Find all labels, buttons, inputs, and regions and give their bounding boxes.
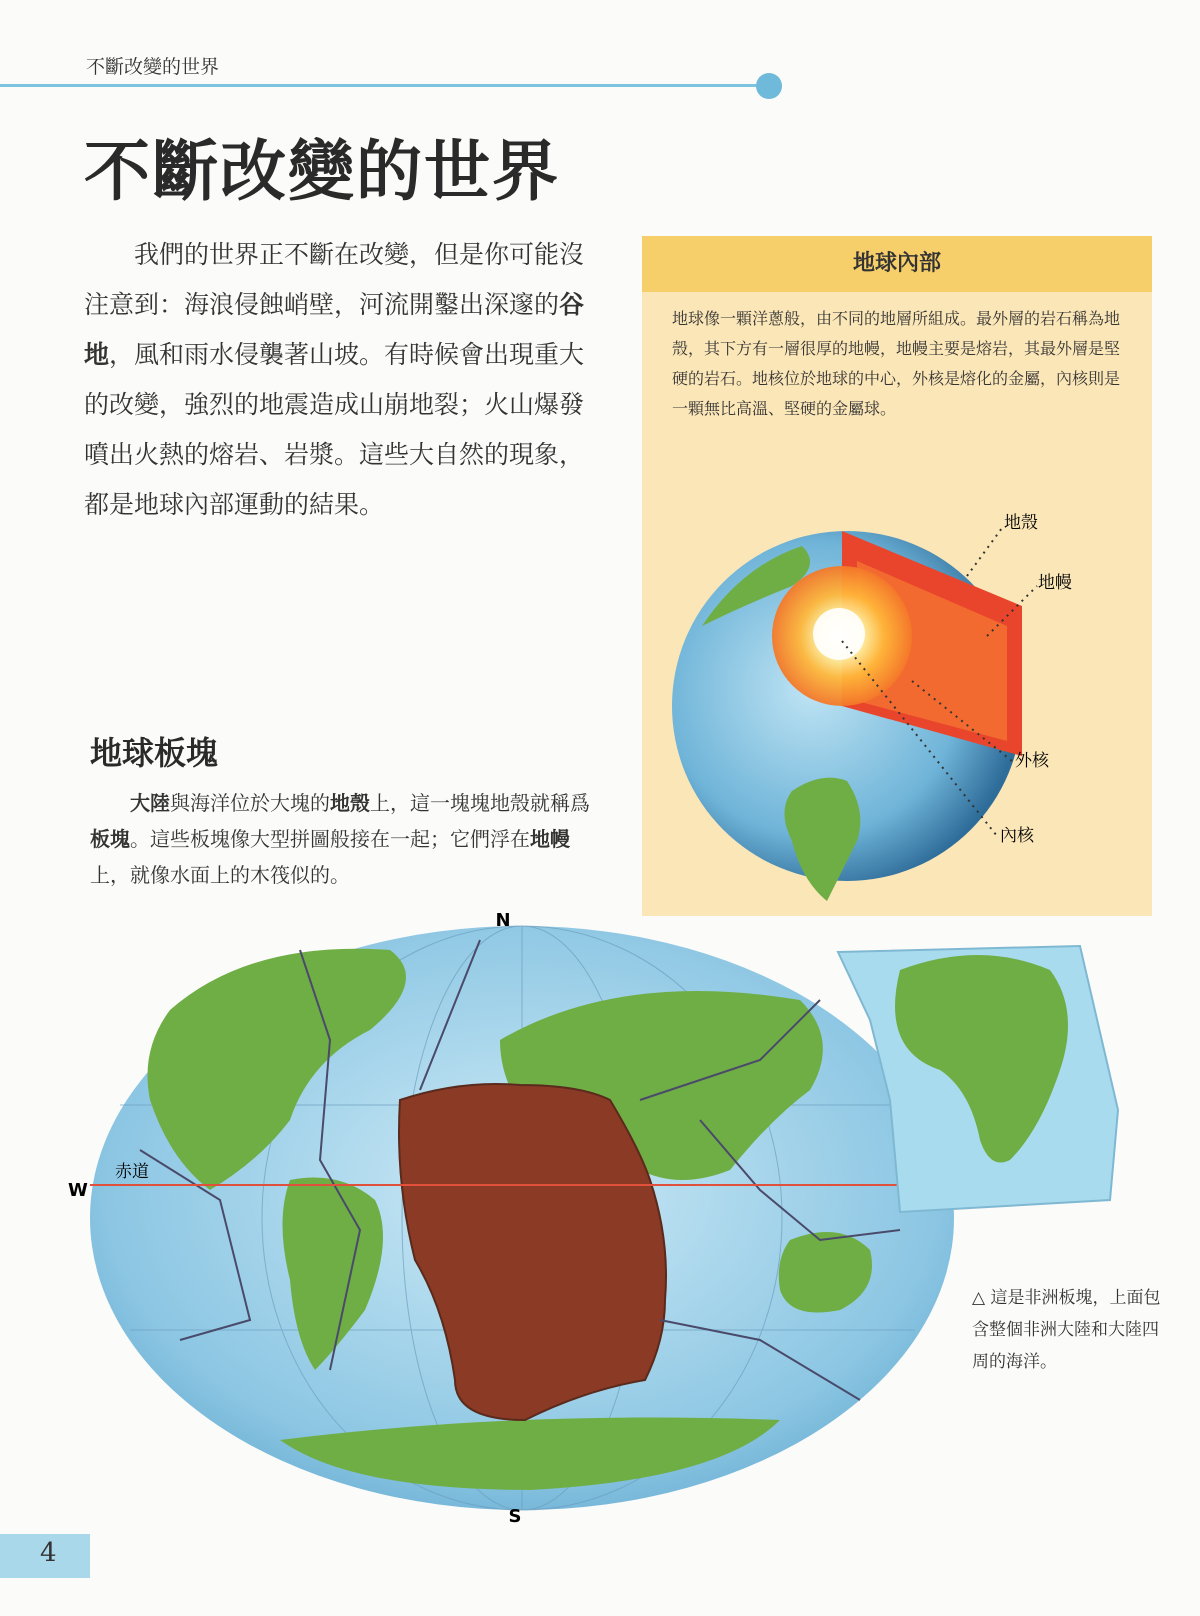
- inner-core: [813, 608, 865, 660]
- plates-text-6: 。這些板塊像大型拼圖般接在一起；它們浮在: [130, 827, 530, 851]
- plates-text-8: 上，就像水面上的木筏似的。: [90, 863, 350, 887]
- box-heading: 地球內部: [642, 236, 1152, 292]
- compass-south: S: [508, 1506, 522, 1527]
- label-mantle: 地幔: [1038, 573, 1072, 593]
- label-outer-core: 外核: [1015, 751, 1049, 771]
- plates-paragraph: [90, 785, 600, 893]
- plates-heading: 地球板塊: [90, 734, 219, 772]
- compass-west: W: [68, 1180, 88, 1201]
- intro-text-1: 我們的世界正不斷在改變，但是你可能沒注意到：海浪侵蝕峭壁，河流開鑿出深邃的: [84, 240, 585, 319]
- intro-bold-term: 谷地: [84, 290, 585, 369]
- box-text: 地球像一顆洋蔥般，由不同的地層所組成。最外層的岩石稱為地殼，其下方有一層很厚的地幔，地幔主要是熔岩，其最外層是堅硬的岩石。地核位於地球的中心，外核是熔化的金屬，內核則是一顆無比高溫、堅硬的金屬球。: [672, 309, 1121, 418]
- world-plates-map: [0, 900, 1200, 1540]
- africa-land: [785, 778, 861, 901]
- plates-term: 大陸: [130, 791, 170, 815]
- label-inner-core: 內核: [1000, 826, 1034, 846]
- map-caption: △ 這是非洲板塊，上面包含整個非洲大陸和大陸四周的海洋。: [972, 1288, 1161, 1372]
- equator-label: 赤道: [115, 1162, 149, 1182]
- earth-cutaway-diagram: [642, 506, 1152, 916]
- plates-text-4: 上，這一塊塊地殼就稱爲: [370, 791, 590, 815]
- running-header: 不斷改變的世界: [86, 56, 220, 78]
- compass-north: N: [495, 910, 511, 931]
- plates-term: 地幔: [530, 827, 570, 851]
- plates-text-2: 與海洋位於大塊的: [170, 791, 330, 815]
- label-crust: 地殼: [1004, 513, 1038, 533]
- plates-term: 地殼: [330, 791, 370, 815]
- plates-term: 板塊: [90, 827, 130, 851]
- intro-paragraph: [84, 230, 604, 530]
- header-dot: [756, 73, 782, 99]
- page-number: 4: [40, 1538, 57, 1568]
- page-title: 不斷改變的世界: [84, 133, 560, 210]
- intro-text-2: ，風和雨水侵襲著山坡。有時候會出現重大的改變，強烈的地震造成山崩地裂；火山爆發噴出火熱的熔岩、岩漿。這些大自然的現象，都是地球內部運動的結果。: [84, 340, 585, 519]
- header-rule: [0, 84, 760, 87]
- earth-interior-box: [642, 236, 1152, 916]
